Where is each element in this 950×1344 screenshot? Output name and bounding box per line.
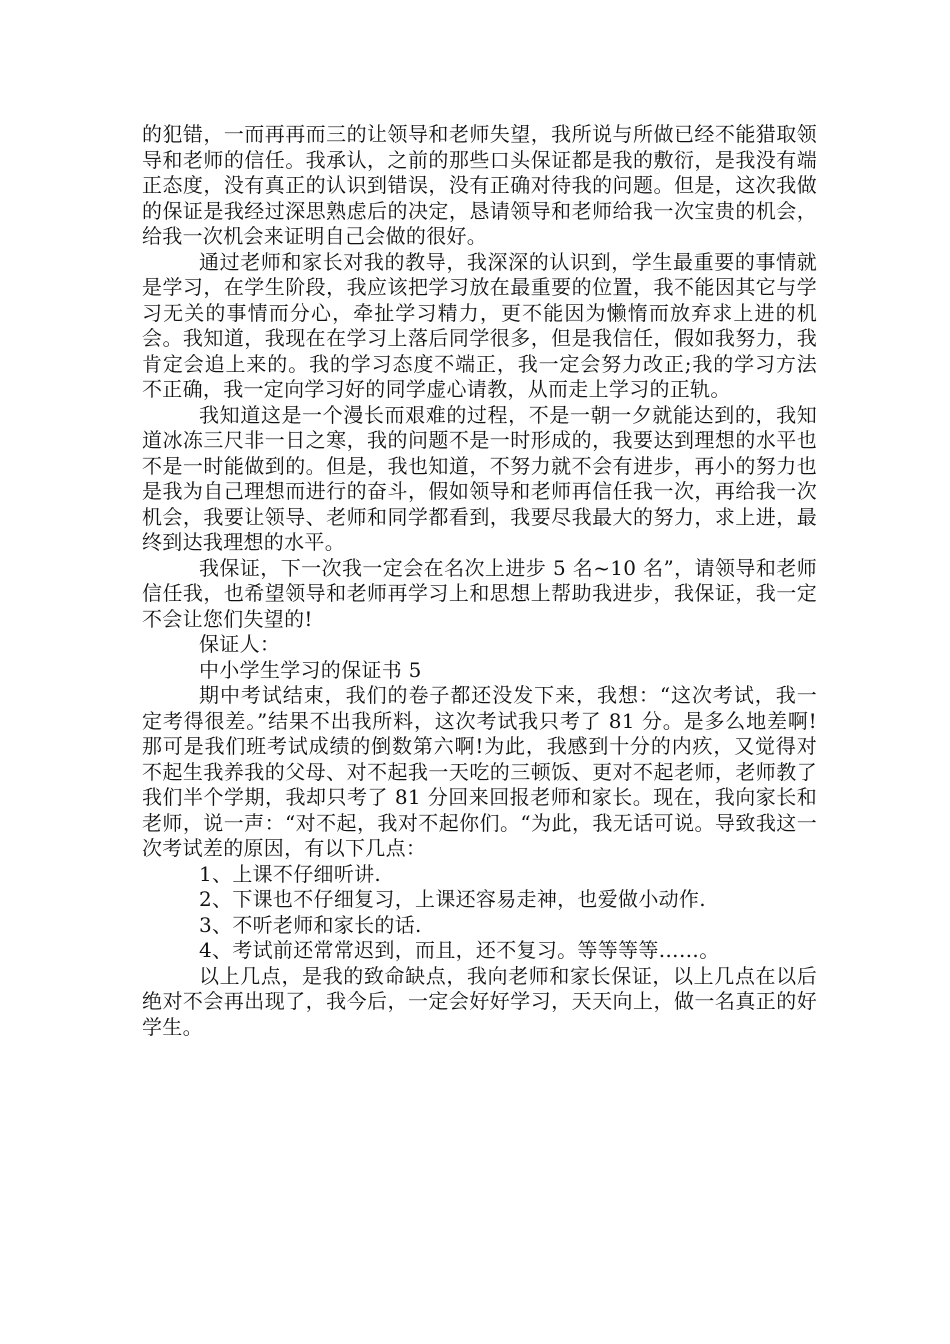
paragraph-understanding: 通过老师和家长对我的教导，我深深的认识到，学生最重要的事情就是学习，在学生阶段，我应该把学习放在最重要的位置，我不能因其它与学习无关的事情而分心，牵扯学习精力，更不能因为懒惰而放弃求上进的机会。我知道，我现在在学习上落后同学很多，但是我信任，假如我努力，我肯定会追上来的。我的学习态度不端正，我一定会努力改正;我的学习方法不正确，我一定向学习好的同学虚心请教，从而走上学习的正轨。 bbox=[142, 249, 817, 401]
list-item: 4、考试前还常常迟到，而且，还不复习。等等等等……。 bbox=[199, 938, 720, 962]
section-title: 中小学生学习的保证书 5 bbox=[199, 657, 422, 682]
paragraph-exam: 期中考试结束，我们的卷子都还没发下来，我想：“这次考试，我一定考得很差。”结果不出我所料，这次考试我只考了 81 分。是多么地差啊!那可是我们班考试成绩的倒数第六啊!为此，我感到十分的内疚，又觉得对不起生我养我的父母、对不起我一天吃的三顿饭、更对不起老师，老师教了我们半个学期，我却只考了 81 分回来回报老师和家长。现在，我向家长和老师，说一声：“对不起，我对不起你们。“为此，我无话可说。导致我这一次考试差的原因，有以下几点： bbox=[142, 683, 817, 860]
paragraph-long-process: 我知道这是一个漫长而艰难的过程，不是一朝一夕就能达到的，我知道冰冻三尺非一日之寒，我的问题不是一时形成的，我要达到理想的水平也不是一时能做到的。但是，我也知道，不努力就不会有进步，再小的努力也是我为自己理想而进行的奋斗，假如领导和老师再信任我一次，再给我一次机会，我要让领导、老师和同学都看到，我要尽我最大的努力，求上进，最终到达我理想的水平。 bbox=[142, 402, 817, 554]
list-item: 2、下课也不仔细复习，上课还容易走神，也爱做小动作. bbox=[199, 887, 706, 911]
document-body bbox=[142, 122, 817, 1040]
list-item: 3、不听老师和家长的话. bbox=[199, 912, 422, 937]
paragraph-promise: 我保证，下一次我一定会在名次上进步 5 名~10 名”，请领导和老师信任我，也希望领导和老师再学习上和思想上帮助我进步，我保证，我一定不会让您们失望的! bbox=[142, 555, 817, 631]
paragraph-conclusion: 以上几点，是我的致命缺点，我向老师和家长保证，以上几点在以后绝对不会再出现了，我今后，一定会好好学习，天天向上，做一名真正的好学生。 bbox=[142, 963, 817, 1039]
paragraph-continuation: 的犯错，一而再再而三的让领导和老师失望，我所说与所做已经不能猎取领导和老师的信任。我承认，之前的那些口头保证都是我的敷衍，是我没有端正态度，没有真正的认识到错误，没有正确对待我的问题。但是，这次我做的保证是我经过深思熟虑后的决定，恳请领导和老师给我一次宝贵的机会，给我一次机会来证明自己会做的很好。 bbox=[142, 122, 817, 248]
list-item: 1、上课不仔细听讲. bbox=[199, 861, 382, 886]
guarantor-line: 保证人： bbox=[199, 632, 281, 656]
